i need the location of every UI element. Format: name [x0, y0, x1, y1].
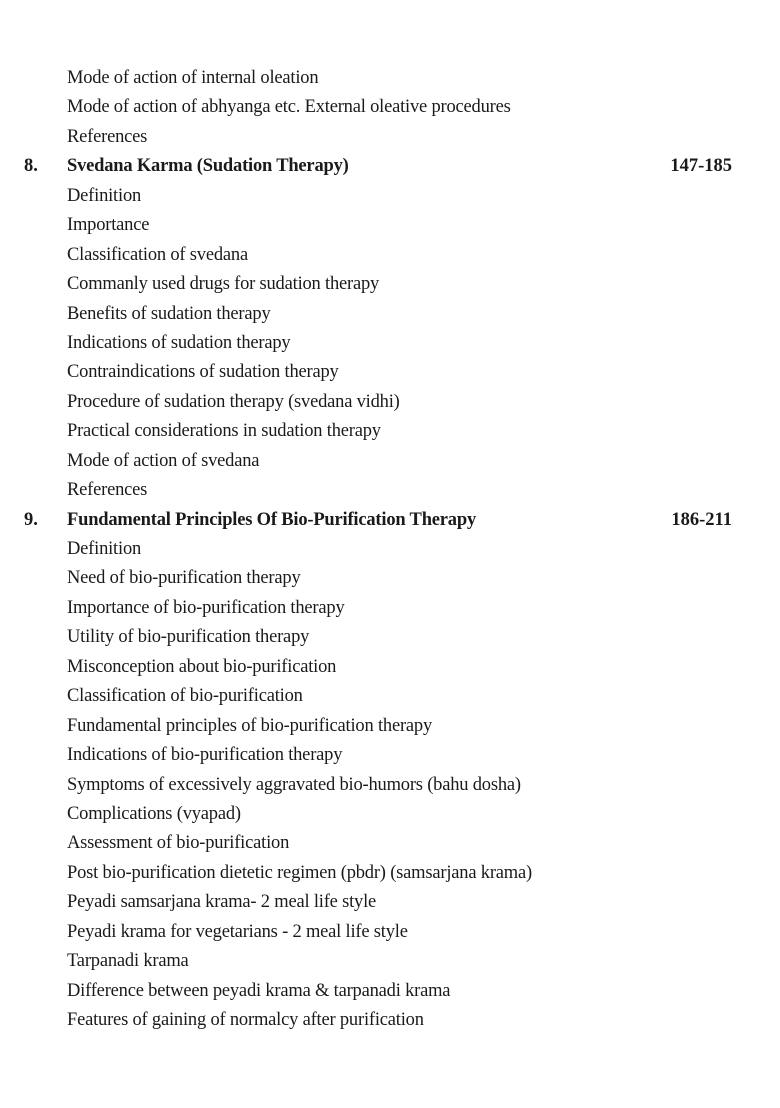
chapter-title: Fundamental Principles Of Bio-Purification Therapy — [67, 509, 476, 530]
entry-title: Mode of action of abhyanga etc. External oleative procedures — [67, 97, 511, 118]
table-of-contents — [0, 64, 780, 1035]
toc-entry — [0, 712, 780, 741]
toc-entry — [0, 182, 780, 211]
toc-chapter-heading — [0, 506, 780, 535]
entry-title: Symptoms of excessively aggravated bio-humors (bahu dosha) — [67, 774, 521, 795]
chapter-title: Svedana Karma (Sudation Therapy) — [67, 156, 349, 177]
entry-title: Tarpanadi krama — [67, 951, 189, 972]
toc-entry — [0, 123, 780, 152]
entry-title: Importance — [67, 215, 150, 236]
entry-title: Indications of bio-purification therapy — [67, 745, 343, 766]
toc-entry — [0, 918, 780, 947]
entry-title: Need of bio-purification therapy — [67, 568, 301, 589]
toc-entry — [0, 211, 780, 240]
toc-entry — [0, 300, 780, 329]
entry-title: Mode of action of internal oleation — [67, 68, 319, 88]
entry-title: Classification of bio-purification — [67, 686, 303, 707]
page-range: 186-211 — [671, 509, 732, 530]
toc-entry — [0, 800, 780, 829]
entry-title: Commanly used drugs for sudation therapy — [67, 274, 380, 295]
toc-entry — [0, 64, 780, 93]
entry-title: Classification of svedana — [67, 244, 248, 265]
toc-entry — [0, 476, 780, 505]
toc-chapter-heading — [0, 152, 780, 181]
entry-title: Difference between peyadi krama & tarpanadi krama — [67, 980, 451, 1001]
entry-title: Features of gaining of normalcy after purification — [67, 1010, 424, 1030]
chapter-number: 9. — [24, 509, 38, 530]
toc-entry — [0, 535, 780, 564]
toc-entry — [0, 888, 780, 917]
entry-title: Utility of bio-purification therapy — [67, 627, 310, 648]
entry-title: Peyadi krama for vegetarians - 2 meal life style — [67, 921, 408, 942]
toc-entry — [0, 977, 780, 1006]
toc-entry — [0, 594, 780, 623]
entry-title: References — [67, 126, 148, 147]
entry-title: Benefits of sudation therapy — [67, 303, 271, 324]
toc-entry — [0, 388, 780, 417]
toc-entry — [0, 947, 780, 976]
entry-title: Definition — [67, 185, 142, 206]
toc-entry — [0, 859, 780, 888]
toc-entry — [0, 829, 780, 858]
entry-title: Mode of action of svedana — [67, 450, 260, 471]
entry-title: Fundamental principles of bio-purification therapy — [67, 715, 433, 736]
toc-entry — [0, 447, 780, 476]
toc-entry — [0, 653, 780, 682]
entry-title: Post bio-purification dietetic regimen (pbdr) (samsarjana krama) — [67, 862, 532, 883]
toc-entry — [0, 682, 780, 711]
entry-title: Peyadi samsarjana krama- 2 meal life style — [67, 892, 377, 913]
entry-title: Misconception about bio-purification — [67, 656, 337, 677]
toc-entry — [0, 241, 780, 270]
toc-entry — [0, 93, 780, 122]
toc-entry — [0, 741, 780, 770]
page-range: 147-185 — [670, 156, 732, 177]
toc-entry — [0, 329, 780, 358]
toc-entry — [0, 417, 780, 446]
entry-title: Practical considerations in sudation therapy — [67, 421, 381, 442]
toc-entry — [0, 270, 780, 299]
entry-title: Assessment of bio-purification — [67, 833, 290, 854]
entry-title: Contraindications of sudation therapy — [67, 362, 339, 383]
toc-entry — [0, 623, 780, 652]
entry-title: Definition — [67, 539, 142, 559]
toc-entry — [0, 1006, 780, 1035]
toc-entry — [0, 771, 780, 800]
entry-title: Complications (vyapad) — [67, 803, 241, 824]
chapter-number: 8. — [24, 156, 38, 177]
entry-title: Indications of sudation therapy — [67, 332, 291, 353]
toc-entry — [0, 358, 780, 387]
entry-title: References — [67, 480, 148, 501]
entry-title: Procedure of sudation therapy (svedana vidhi) — [67, 391, 400, 412]
entry-title: Importance of bio-purification therapy — [67, 597, 345, 618]
toc-entry — [0, 564, 780, 593]
